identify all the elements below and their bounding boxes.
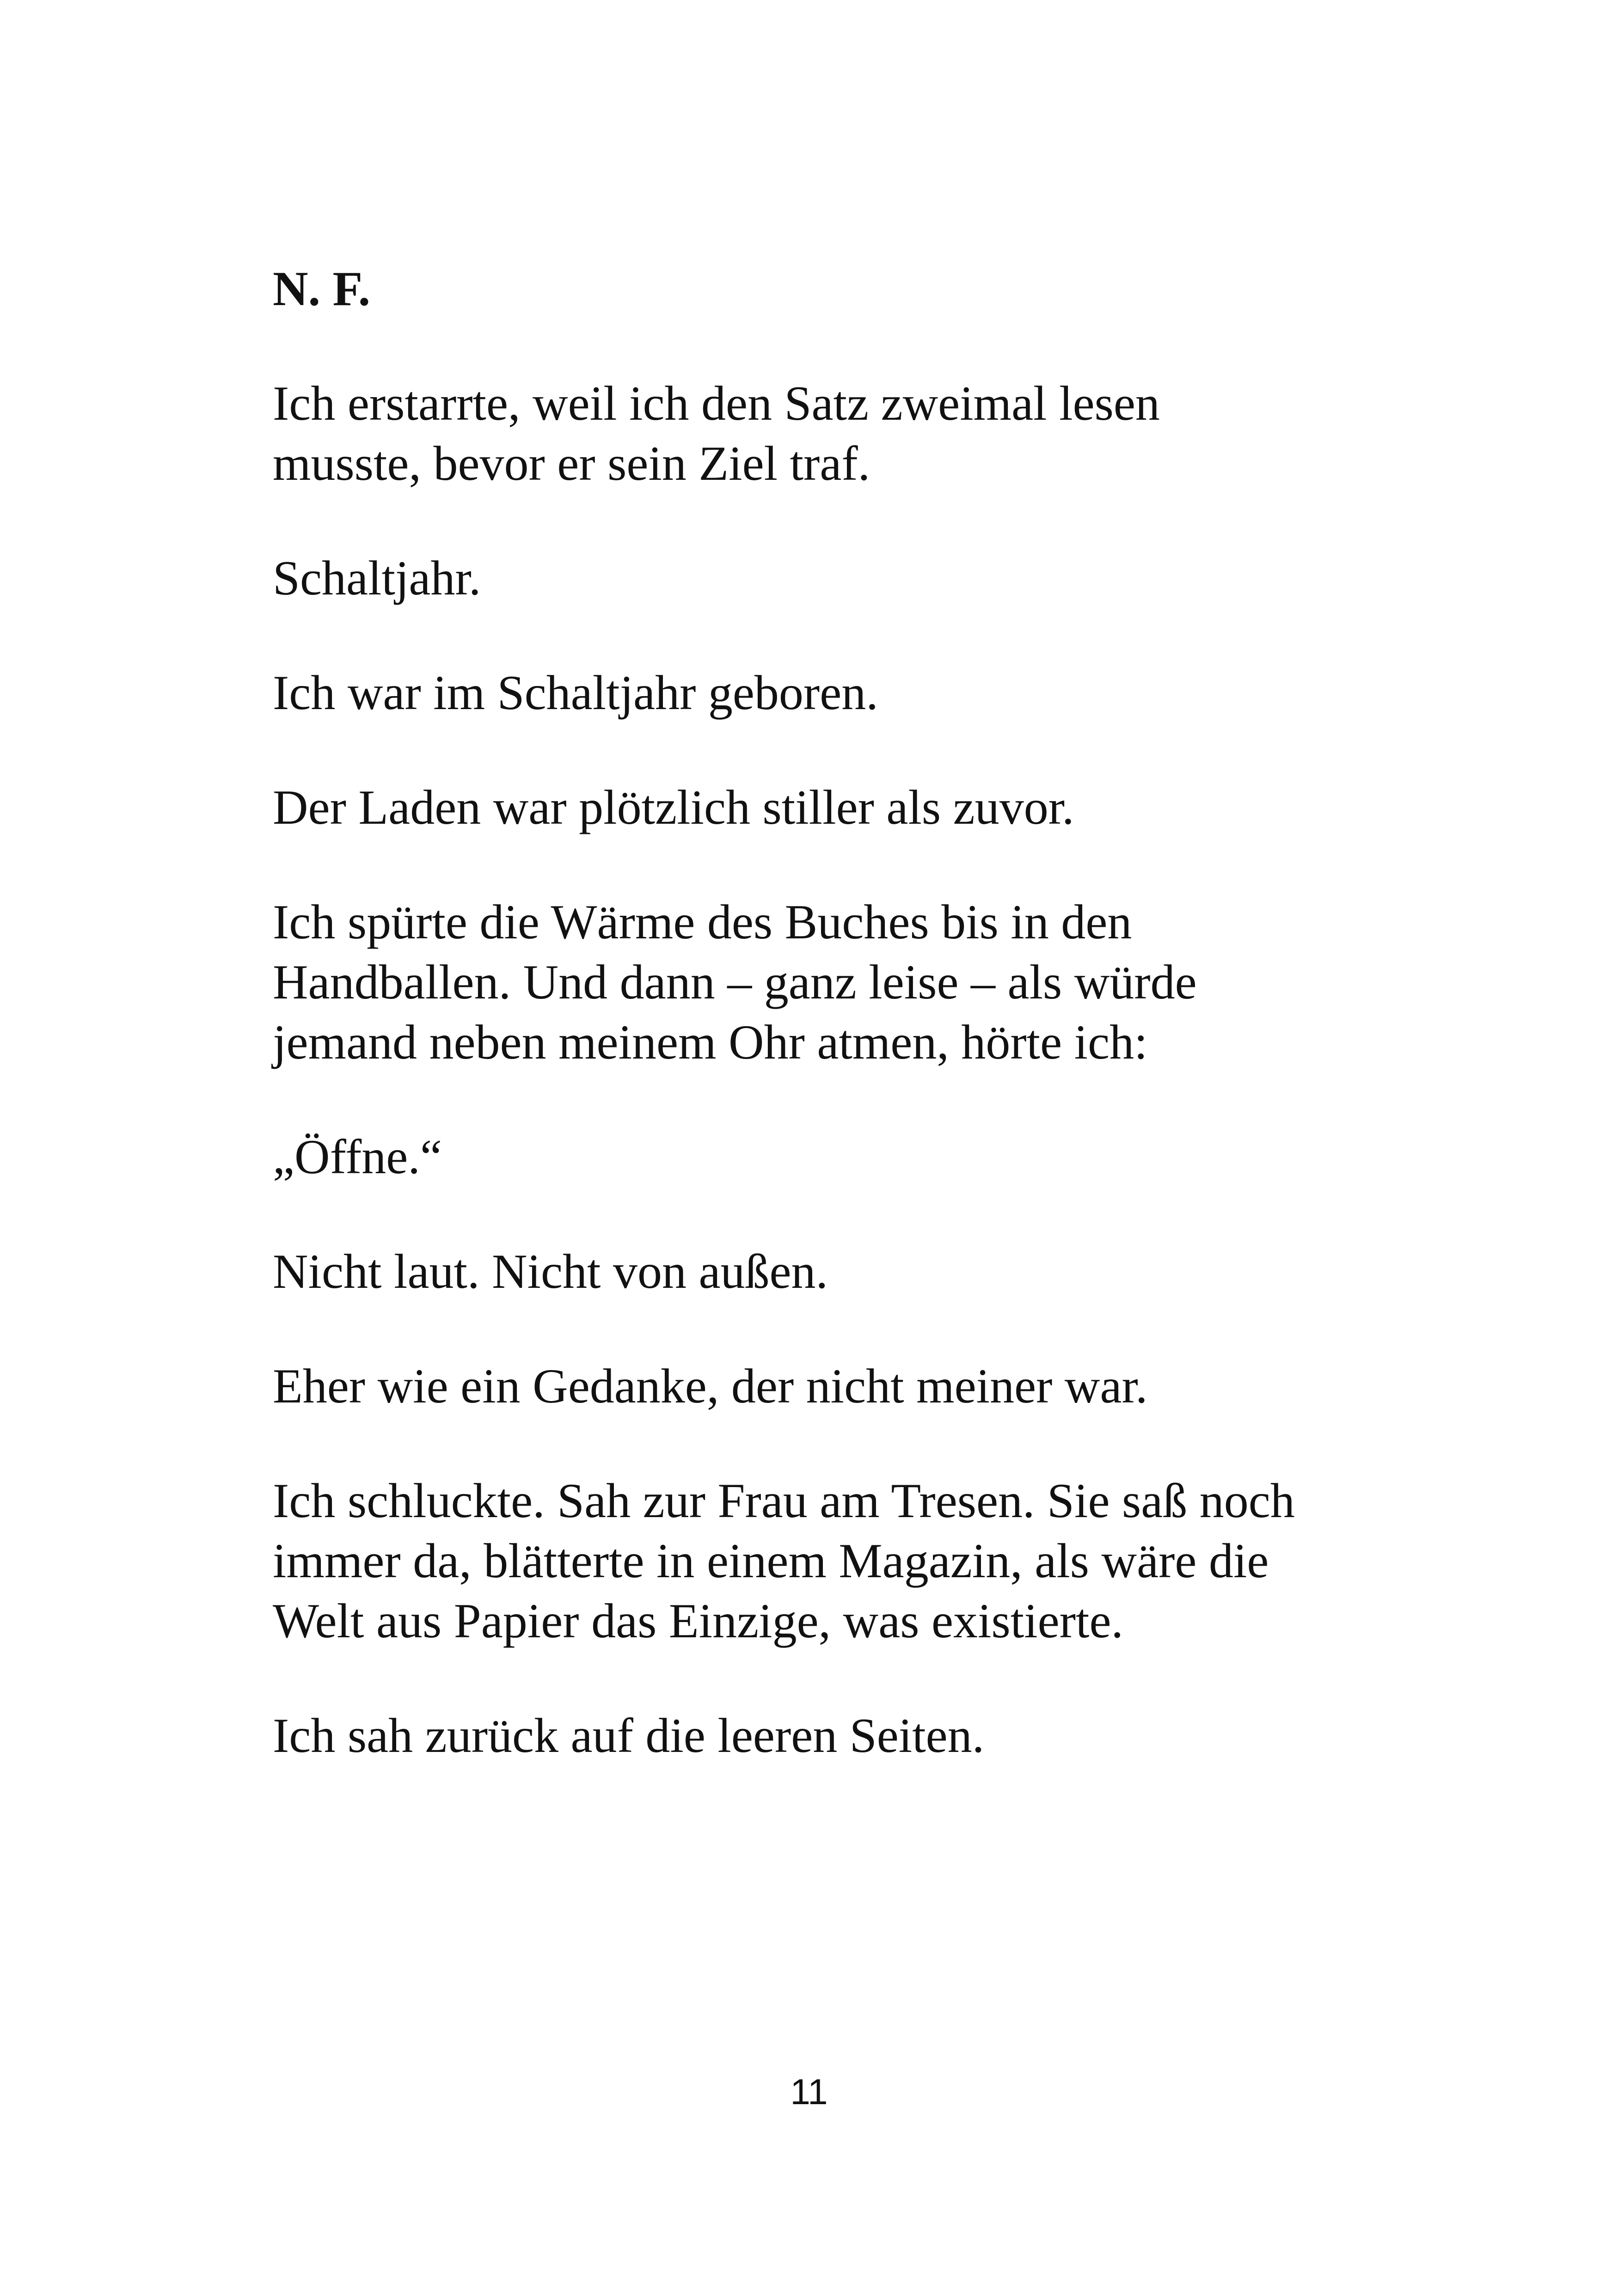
paragraph: Ich schluckte. Sah zur Frau am Tresen. Sie saß noch immer da, blätterte in einem Magazin, als wäre die Welt aus Papier das Einzige, was existierte. [273,1474,1295,1648]
paragraph: „Öffne.“ [273,1130,442,1184]
page-number: 11 [790,2071,828,2112]
page-body [273,259,1318,1820]
paragraph: Ich sah zurück auf die leeren Seiten. [273,1708,985,1763]
paragraph: Eher wie ein Gedanke, der nicht meiner war. [273,1359,1148,1413]
paragraph: Ich erstarrte, weil ich den Satz zweimal lesen musste, bevor er sein Ziel traf. [273,376,1160,490]
paragraph: Ich war im Schaltjahr geboren. [273,666,878,720]
paragraph: Der Laden war plötzlich stiller als zuvor. [273,780,1074,834]
paragraph: Ich spürte die Wärme des Buches bis in den Handballen. Und dann – ganz leise – als würde jemand neben meinem Ohr atmen, hörte ich: [273,895,1197,1069]
paragraph: Nicht laut. Nicht von außen. [273,1244,828,1298]
paragraph: Schaltjahr. [273,551,481,605]
chapter-heading: N. F. [273,262,371,316]
